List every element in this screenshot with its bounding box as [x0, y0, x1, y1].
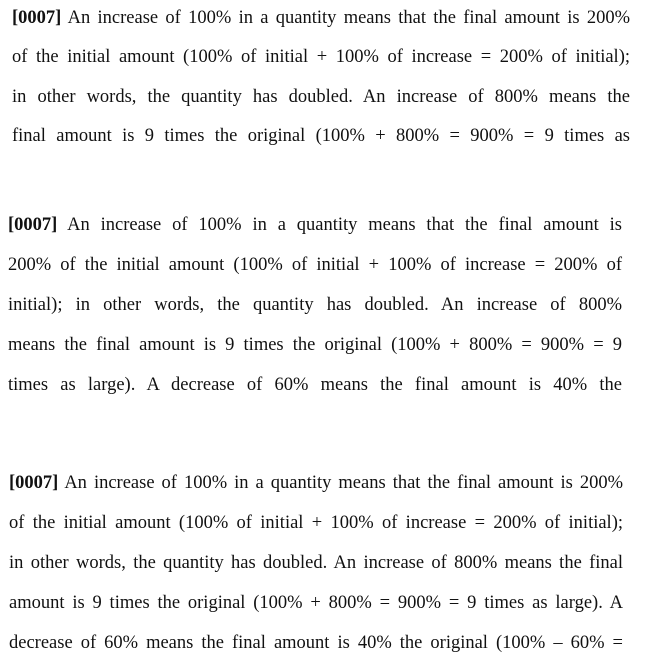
paragraph-line: final amount is 9 times the original (100% + 800% = 900% = 9 times as [12, 126, 630, 146]
paragraph-line [12, 7, 630, 29]
paragraph-line: times as large). A decrease of 60% means the final amount is 40% the [8, 375, 622, 395]
paragraph-line [9, 472, 623, 494]
paragraph-number: [0007] [9, 473, 59, 493]
line-text: An increase of 100% in a quantity means that the final amount is 200% [58, 473, 623, 493]
paragraph-number: [0007] [8, 215, 58, 235]
line-text: An increase of 100% in a quantity means that the final amount is 200% [61, 8, 630, 28]
paragraph-line: initial); in other words, the quantity has doubled. An increase of 800% [8, 295, 622, 315]
paragraph-line: amount is 9 times the original (100% + 800% = 900% = 9 times as large). A [9, 593, 623, 613]
paragraph-line: in other words, the quantity has doubled. An increase of 800% means the final [9, 553, 623, 573]
paragraph-number: [0007] [12, 8, 62, 28]
line-text: An increase of 100% in a quantity means that the final amount is [57, 215, 622, 235]
paragraph-line: means the final amount is 9 times the original (100% + 800% = 900% = 9 [8, 335, 622, 355]
paragraph-line: in other words, the quantity has doubled. An increase of 800% means the [12, 87, 630, 107]
paragraph-line: of the initial amount (100% of initial + 100% of increase = 200% of initial); [9, 513, 623, 533]
paragraph-line [8, 214, 622, 236]
paragraph-line: 200% of the initial amount (100% of initial + 100% of increase = 200% of [8, 255, 622, 275]
paragraph-line: decrease of 60% means the final amount is 40% the original (100% – 60% = [9, 633, 623, 653]
paragraph-line: of the initial amount (100% of initial + 100% of increase = 200% of initial); [12, 47, 630, 67]
